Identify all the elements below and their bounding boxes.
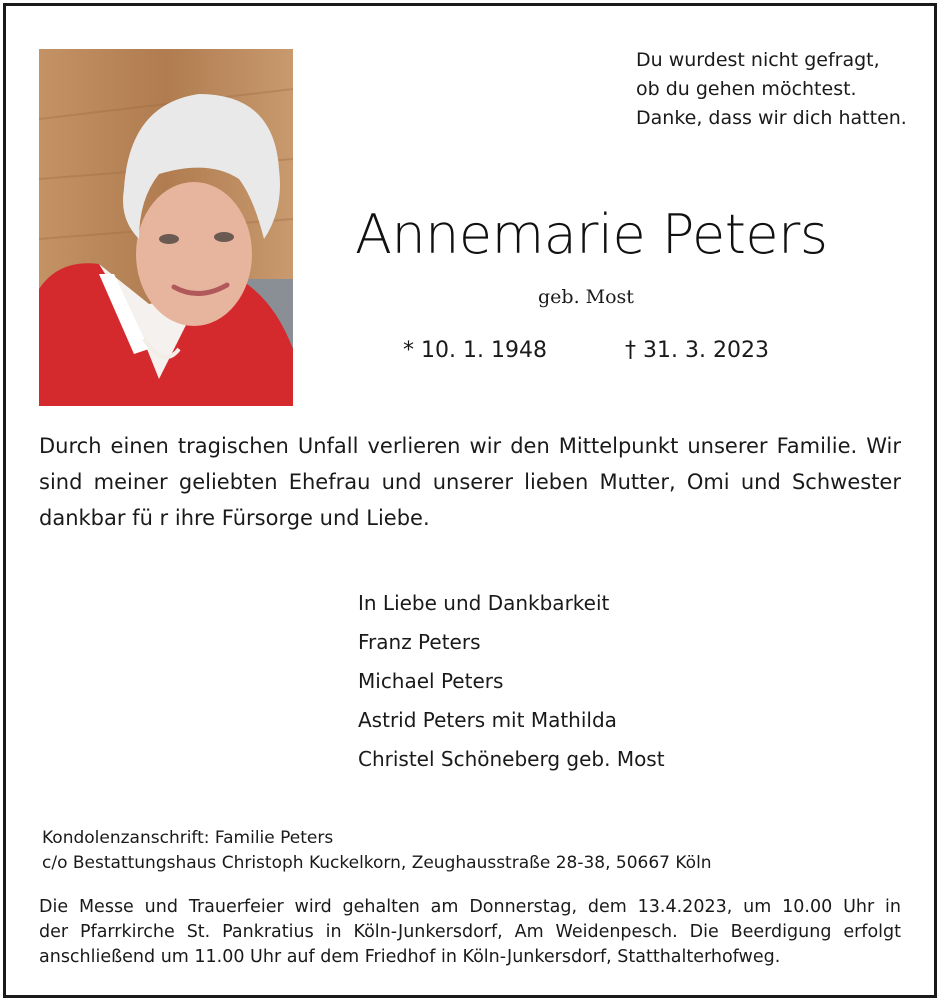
motto-verse: [636, 46, 907, 133]
birth-date: * 10. 1. 1948: [403, 338, 547, 363]
maiden-name: geb. Most: [538, 286, 634, 308]
intro-line: Durch einen tragischen Unfall verlieren wir den Mittelpunkt unserer Familie. Wir: [39, 434, 901, 458]
condolence-line: Kondolenzanschrift: Familie Peters: [42, 828, 334, 848]
service-line: der Pfarrkirche St. Pankratius in Köln-Junkersdorf, Am Weidenpesch. Die Beerdigung erfolgt: [39, 922, 901, 942]
motto-line: Du wurdest nicht gefragt,: [636, 49, 880, 71]
service-line: anschließend um 11.00 Uhr auf dem Friedhof in Köln-Junkersdorf, Statthalterhofweg.: [39, 947, 781, 967]
portrait-photo: [39, 49, 293, 406]
service-info: [39, 895, 901, 970]
death-date: † 31. 3. 2023: [625, 338, 769, 363]
signers-list: [358, 584, 665, 779]
signer-line: In Liebe und Dankbarkeit: [358, 591, 610, 615]
deceased-name: Annemarie Peters: [355, 203, 828, 266]
intro-text: [39, 428, 901, 536]
condolence-line: c/o Bestattungshaus Christoph Kuckelkorn, Zeughausstraße 28-38, 50667 Köln: [42, 853, 712, 873]
signer-line: Franz Peters: [358, 630, 481, 654]
service-line: Die Messe und Trauerfeier wird gehalten am Donnerstag, dem 13.4.2023, um 10.00 Uhr in: [39, 897, 901, 917]
signer-line: Christel Schöneberg geb. Most: [358, 747, 665, 771]
intro-line: dankbar fü r ihre Fürsorge und Liebe.: [39, 506, 430, 530]
condolence-address: [42, 826, 712, 876]
signer-line: Astrid Peters mit Mathilda: [358, 708, 617, 732]
motto-line: Danke, dass wir dich hatten.: [636, 107, 907, 129]
motto-line: ob du gehen möchtest.: [636, 78, 857, 100]
signer-line: Michael Peters: [358, 669, 504, 693]
intro-line: sind meiner geliebten Ehefrau und unserer lieben Mutter, Omi und Schwester: [39, 470, 901, 494]
